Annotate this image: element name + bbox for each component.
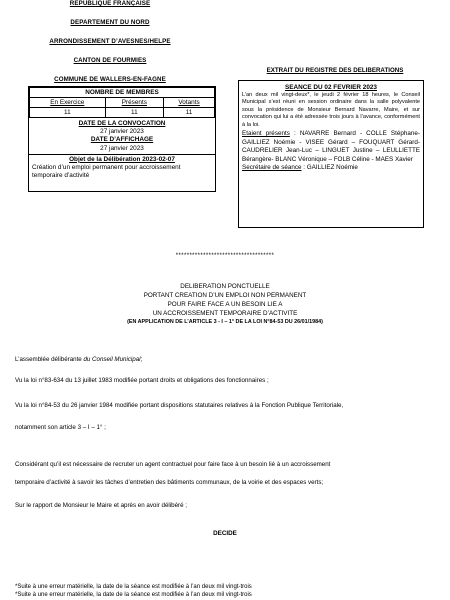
body-text: ; [140,356,143,363]
header-line: COMMUNE DE WALLERS-EN-FAGNE [54,76,166,83]
deliberation-legal-reference: (EN APPLICATION DE L’ARTICLE 3 - I – 1° DE LA LOI N°84-53 DU 26/01/1984) [127,319,323,325]
seance-box [238,80,424,228]
body-text: L’assemblée délibérante [15,356,84,363]
secretaire-label: Secrétaire de séance [242,164,302,172]
deliberation-title [0,282,450,327]
convocation-label: DATE DE LA CONVOCATION [78,120,166,127]
extract-title: EXTRAIT DU REGISTRE DES DELIBERATIONS [266,67,404,74]
deliberation-line: PORTANT CREATION D’UN EMPLOI NON PERMANENT [143,292,307,299]
members-value-presents: 11 [105,108,163,118]
separator: ************************************ [175,253,275,259]
members-header-exercice: En Exercice [30,98,106,108]
header-line: REPUBLIQUE FRANÇAISE [69,0,151,7]
deliberation-line: DELIBERATION PONCTUELLE [180,283,270,290]
secretaire-text: : GAILLIEZ Noémie [303,164,358,172]
affichage-date: 27 janvier 2023 [100,144,144,152]
body-p7: Sur le rapport de Monsieur le Maire et après en avoir délibéré ; [15,502,187,509]
administrative-header [15,0,205,95]
members-value-exercice: 11 [30,108,106,118]
members-value-votants: 11 [164,108,215,118]
header-line: ARRONDISSEMENT D’AVESNES/HELPE [49,38,171,45]
body-italic: du Conseil Municipal [83,356,141,363]
members-header-votants: Votants [164,98,215,108]
header-line: CANTON DE FOURMIES [73,57,147,64]
decide-heading: DECIDE [213,530,237,537]
body-p6: temporaire d’activité à savoir les tâches d’entretien des bâtiments communaux, de la voirie et des espaces verts; [15,479,324,486]
members-title: NOMBRE DE MEMBRES [30,88,215,98]
presents-label: Etaient présents [242,130,290,138]
seance-intro: L’an deux mil vingt-deux*, le jeudi 2 février 18 heures, le Conseil Municipal s’est réuni en session ordinaire dans la salle polyvalente sous la présidence de Monsieur Bernard Navarre, Maire, et sur convocation qui lui a été adressée trois jours à l’avance, conformément à la loi. [242,92,420,128]
header-line: DEPARTEMENT DU NORD [70,19,150,26]
deliberation-line: UN ACCROISSEMENT TEMPORAIRE D’ACTIVITE [152,310,298,317]
body-p1 [15,356,440,364]
footnote: *Suite à une erreur matérielle, la date de la séance est modifiée à l’an deux mil vingt-trois [15,584,252,590]
objet-text: Création d’un emploi permanent pour accroissement temporaire d’activité [32,164,181,180]
affichage-label: DATE D’AFFICHAGE [90,136,154,144]
members-header-presents: Présents [105,98,163,108]
seance-title: SEANCE DU 02 FEVRIER 2023 [285,84,377,91]
body-p3: Vu la loi n°84-53 du 26 janvier 1984 modifiée portant dispositions statutaires relatives à la Fonction Publique Territoriale, [15,402,344,409]
members-table [29,87,215,118]
deliberation-line: POUR FAIRE FACE A UN BESOIN LIE A [167,301,283,308]
presents-text: : NAVARRE Bernard - COLLE Stéphane- GAILLIEZ Noémie - VISEE Gérard – FOUQUART Gérard- CAUDRELIER Jean-Luc – LINGUET Justine – LEULLIETTE Bérangère- BLANC Véronique – FOLB Céline - MAES Xavier [242,130,420,163]
footnote: *Suite à une erreur matérielle, la date de la séance est modifiée à l’an deux mil vingt-trois [15,592,252,598]
body-p2: Vu la loi n°83-634 du 13 juillet 1983 modifiée portant droits et obligations des fonctionnaires ; [15,377,269,384]
body-p4: notamment son article 3 – I – 1° ; [15,424,106,431]
body-p5: Considérant qu’il est nécessaire de recruter un agent contractuel pour faire face à un besoin lié à un accroissement [15,461,331,468]
convocation-date: 27 janvier 2023 [100,128,144,136]
members-box [28,86,216,192]
objet-label: Objet de la Délibération 2023-02-07 [69,155,175,163]
